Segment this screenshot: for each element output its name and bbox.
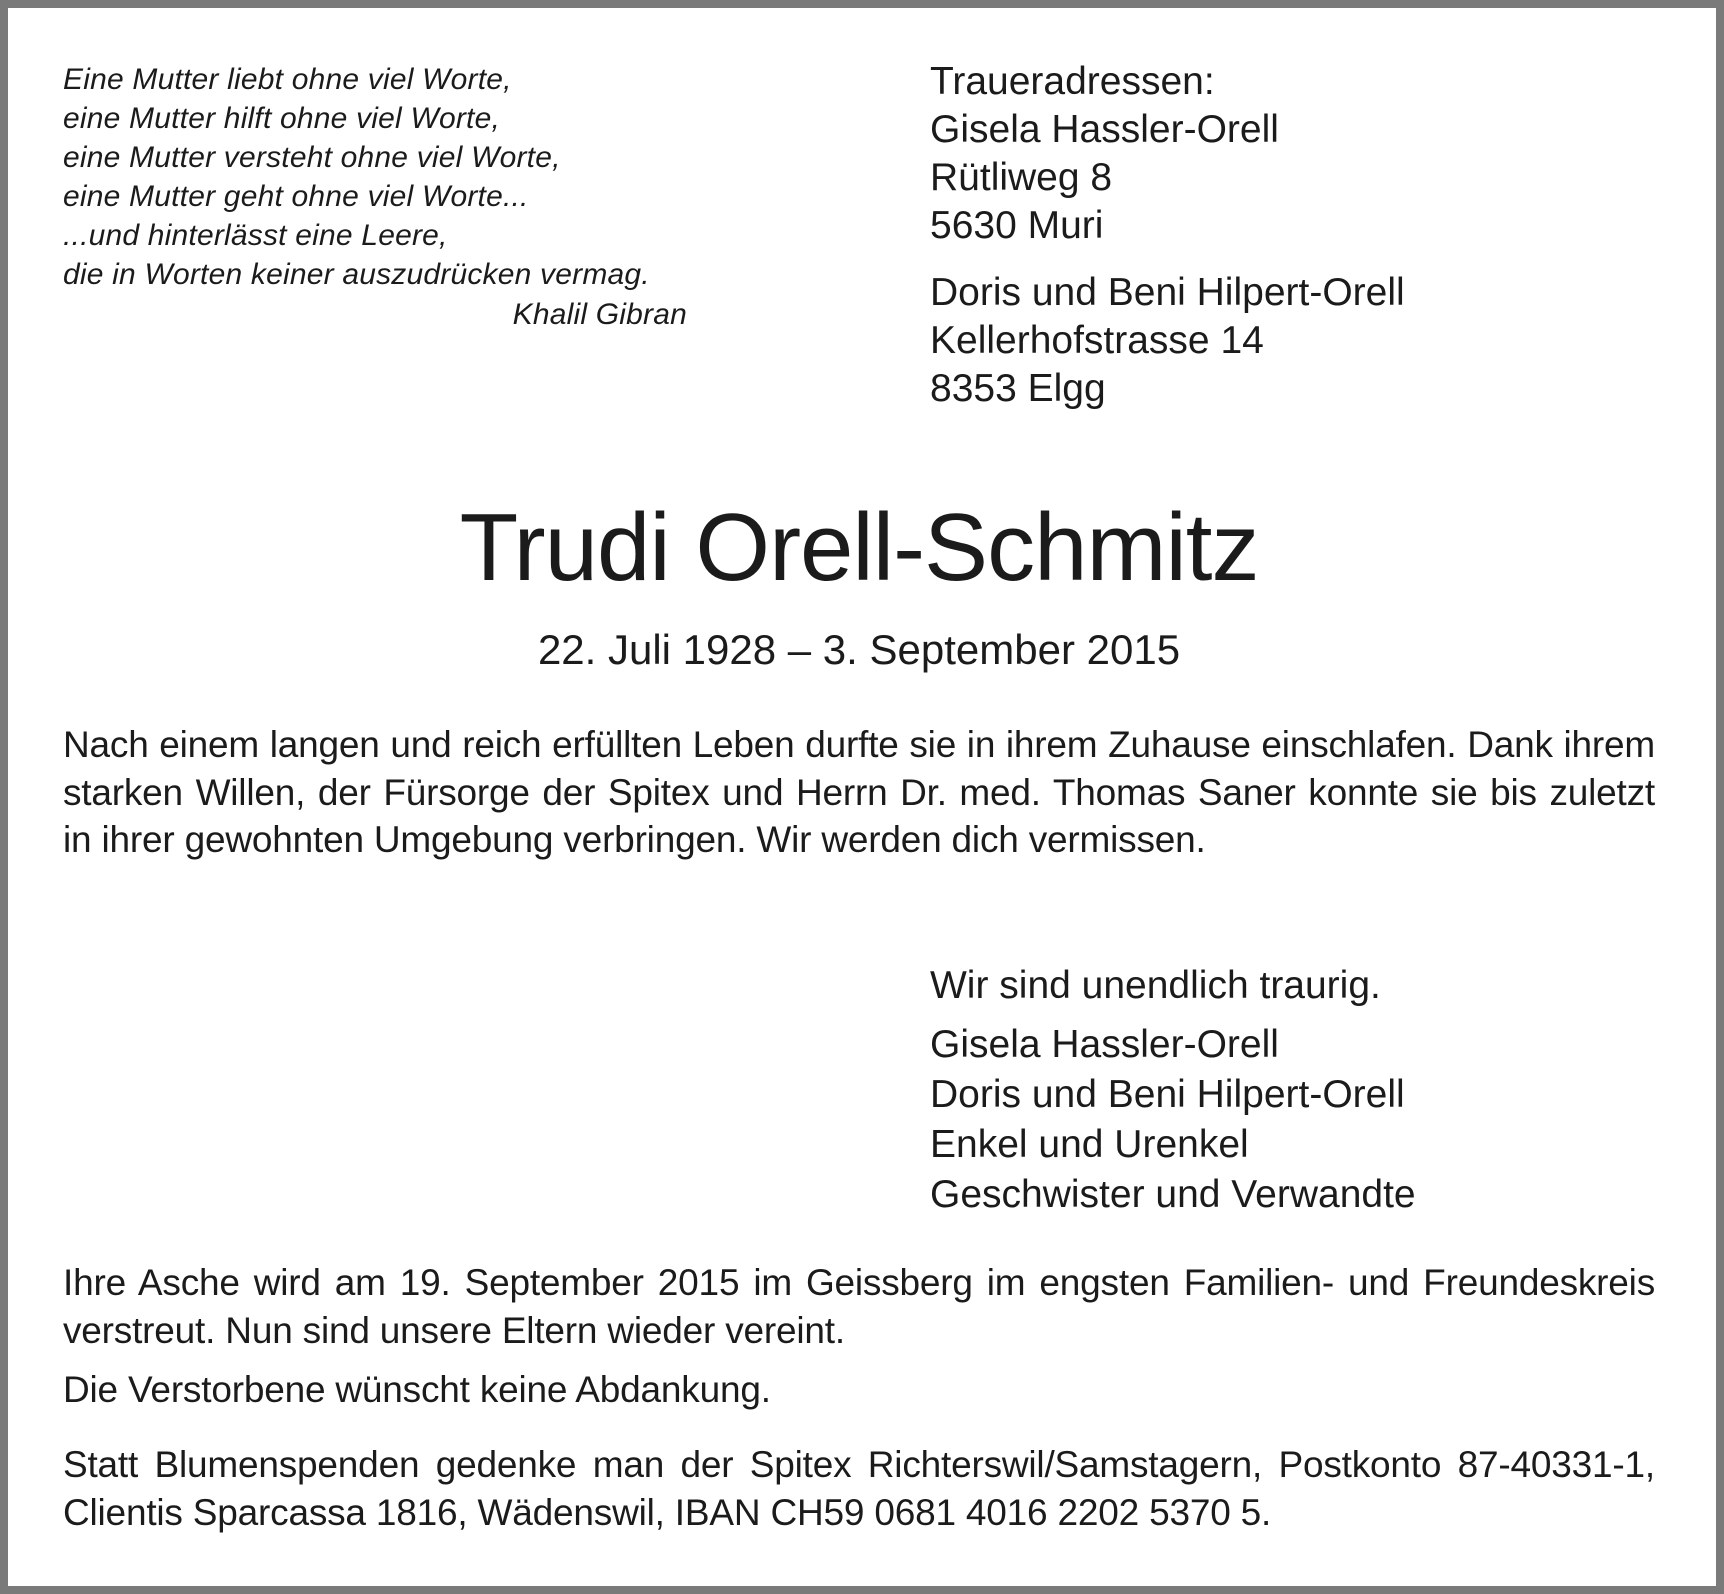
mourner-name: Doris und Beni Hilpert-Orell (930, 1073, 1405, 1116)
poem-block (63, 60, 687, 334)
poem-line: ...und hinterlässt eine Leere, (63, 219, 448, 252)
donation-info-paragraph: Statt Blumenspenden gedenke man der Spitex Richterswil/Samstagern, Postkonto 87-40331-1, Clientis Sparcassa 1816, Wädenswil, IBAN CH59 0681 4016 2202 5370 5. (63, 1444, 1655, 1533)
funeral-info-paragraph: Ihre Asche wird am 19. September 2015 im Geissberg im engsten Familien- und Freundeskreis verstreut. Nun sind unsere Eltern wieder vereint. (63, 1262, 1655, 1351)
mourner-name: Enkel und Urenkel (930, 1123, 1249, 1166)
poem-line: eine Mutter hilft ohne viel Worte, (63, 102, 500, 135)
mourning-address-2 (930, 269, 1660, 413)
address-name: Gisela Hassler-Orell (930, 108, 1279, 151)
address-street: Kellerhofstrasse 14 (930, 319, 1264, 362)
address-city: 8353 Elgg (930, 367, 1106, 410)
poem-line: eine Mutter versteht ohne viel Worte, (63, 141, 561, 174)
life-dates: 22. Juli 1928 – 3. September 2015 (537, 626, 1181, 673)
mourner-name: Gisela Hassler-Orell (930, 1023, 1279, 1066)
no-service-note: Die Verstorbene wünscht keine Abdankung. (63, 1369, 771, 1410)
address-street: Rütliweg 8 (930, 156, 1113, 199)
deceased-name: Trudi Orell-Schmitz (459, 494, 1259, 601)
mourner-name: Geschwister und Verwandte (930, 1173, 1416, 1216)
poem-line: Eine Mutter liebt ohne viel Worte, (63, 63, 512, 96)
mourners-intro: Wir sind unendlich traurig. (930, 964, 1381, 1007)
obituary-paragraph: Nach einem langen und reich erfüllten Leben durfte sie in ihrem Zuhause einschlafen. Dank ihrem starken Willen, der Fürsorge der Spitex und Herrn Dr. med. Thomas Saner konnte sie bis zuletzt in ihrer gewohnten Umgebung verbringen. Wir werden dich vermissen. (63, 724, 1655, 860)
poem-attribution: Khalil Gibran (512, 298, 687, 331)
address-city: 5630 Muri (930, 204, 1104, 247)
mourning-addresses-title-block (930, 58, 1660, 250)
mourning-addresses-title: Traueradressen: (930, 60, 1215, 103)
mourners-block (930, 961, 1660, 1220)
address-name: Doris und Beni Hilpert-Orell (930, 271, 1405, 314)
mourning-addresses-block (930, 58, 1660, 413)
poem-line: die in Worten keiner auszudrücken vermag. (63, 258, 650, 291)
poem-line: eine Mutter geht ohne viel Worte... (63, 180, 529, 213)
